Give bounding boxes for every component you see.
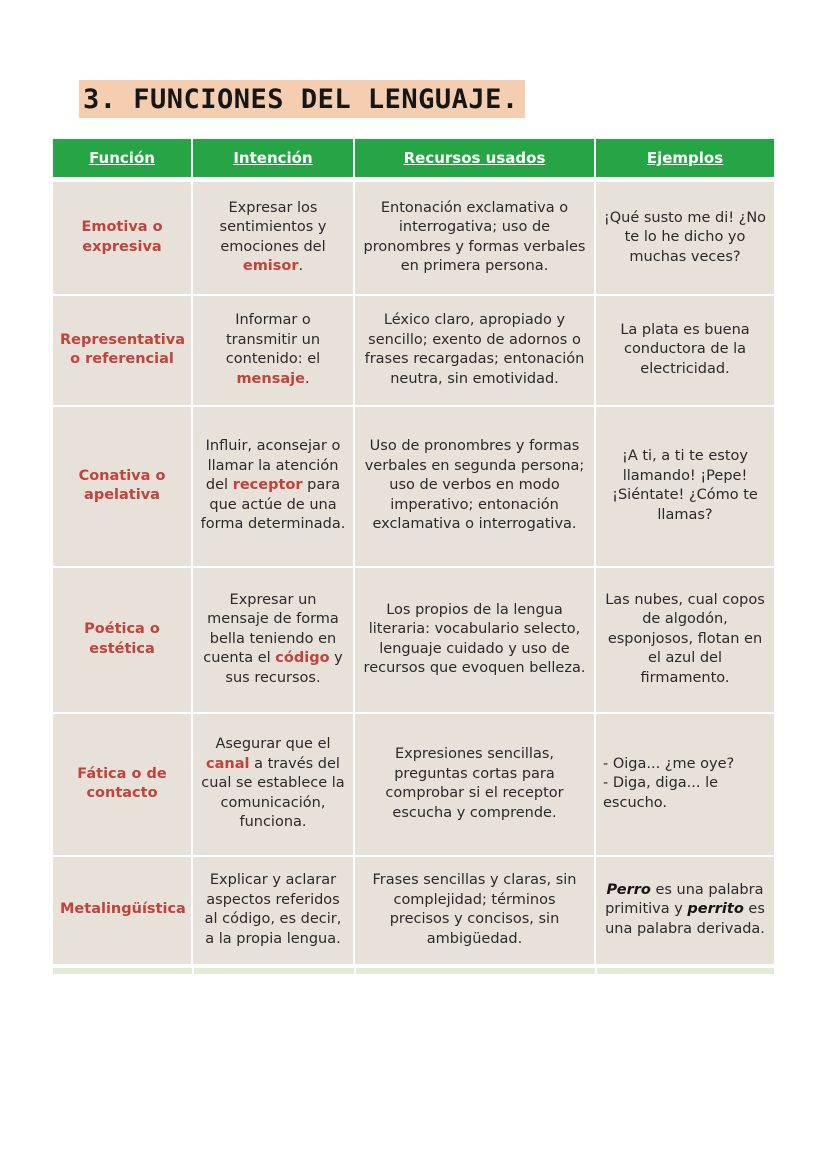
intencion-cell: Informar o transmitir un contenido: el mensaje. [192,295,354,406]
table-row [53,406,774,567]
funcion-cell: Metalingüística [53,856,192,964]
table-row [53,295,774,406]
example-word: perrito [687,901,744,918]
ejemplos-cell: Las nubes, cual copos de algodón, esponjosos, flotan en el azul del firmamento. [595,567,774,713]
intencion-cell: Explicar y aclarar aspectos referidos al código, es decir, a la propia lengua. [192,856,354,964]
strip-cell [595,968,774,974]
highlight-term: receptor [232,477,303,494]
example-line: - Oiga... ¿me oye? [603,755,735,772]
header-recursos: Recursos usados [354,139,595,180]
intencion-cell: Influir, aconsejar o llamar la atención del receptor para que actúe de una forma determinada. [192,406,354,567]
highlight-term: mensaje [236,370,305,387]
header-ejemplos: Ejemplos [595,139,774,180]
example-line: - Diga, diga... le escucho. [603,775,719,811]
highlight-term: código [275,650,330,667]
table-row [53,180,774,295]
recursos-cell: Uso de pronombres y formas verbales en segunda persona; uso de verbos en modo imperativo; entonación exclamativa o interrogativa. [354,406,595,567]
page-title: 3. FUNCIONES DEL LENGUAJE. [79,80,525,118]
strip-cell [354,968,595,974]
highlight-term: canal [206,755,250,772]
example-word: Perro [606,881,651,898]
functions-table [53,139,774,964]
funcion-cell: Poética o estética [53,567,192,713]
table-row [53,567,774,713]
ejemplos-cell: Perro es una palabra primitiva y perrito es una palabra derivada. [595,856,774,964]
header-funcion: Función [53,139,192,180]
table-row [53,713,774,856]
ejemplos-cell: ¡A ti, a ti te estoy llamando! ¡Pepe! ¡Siéntate! ¿Cómo te llamas? [595,406,774,567]
recursos-cell: Léxico claro, apropiado y sencillo; exento de adornos o frases recargadas; entonación neutra, sin emotividad. [354,295,595,406]
recursos-cell: Frases sencillas y claras, sin complejidad; términos precisos y concisos, sin ambigüedad. [354,856,595,964]
ejemplos-cell: La plata es buena conductora de la electricidad. [595,295,774,406]
recursos-cell: Expresiones sencillas, preguntas cortas para comprobar si el receptor escucha y comprende. [354,713,595,856]
table-header-row [53,139,774,180]
funcion-cell: Fática o de contacto [53,713,192,856]
recursos-cell: Los propios de la lengua literaria: vocabulario selecto, lenguaje cuidado y uso de recursos que evoquen belleza. [354,567,595,713]
header-intencion: Intención [192,139,354,180]
funcion-cell: Emotiva o expresiva [53,180,192,295]
table-row [53,856,774,964]
strip-cell [192,968,354,974]
strip-cell [53,968,192,974]
intencion-cell: Expresar los sentimientos y emociones del emisor. [192,180,354,295]
ejemplos-cell: ¡Qué susto me di! ¿No te lo he dicho yo muchas veces? [595,180,774,295]
highlight-term: emisor [242,258,299,275]
recursos-cell: Entonación exclamativa o interrogativa; uso de pronombres y formas verbales en primera persona. [354,180,595,295]
funcion-cell: Representativa o referencial [53,295,192,406]
intencion-cell: Asegurar que el canal a través del cual se establece la comunicación, funciona. [192,713,354,856]
intencion-cell: Expresar un mensaje de forma bella teniendo en cuenta el código y sus recursos. [192,567,354,713]
funcion-cell: Conativa o apelativa [53,406,192,567]
ejemplos-cell [595,713,774,856]
table-bottom-strip [53,968,774,974]
